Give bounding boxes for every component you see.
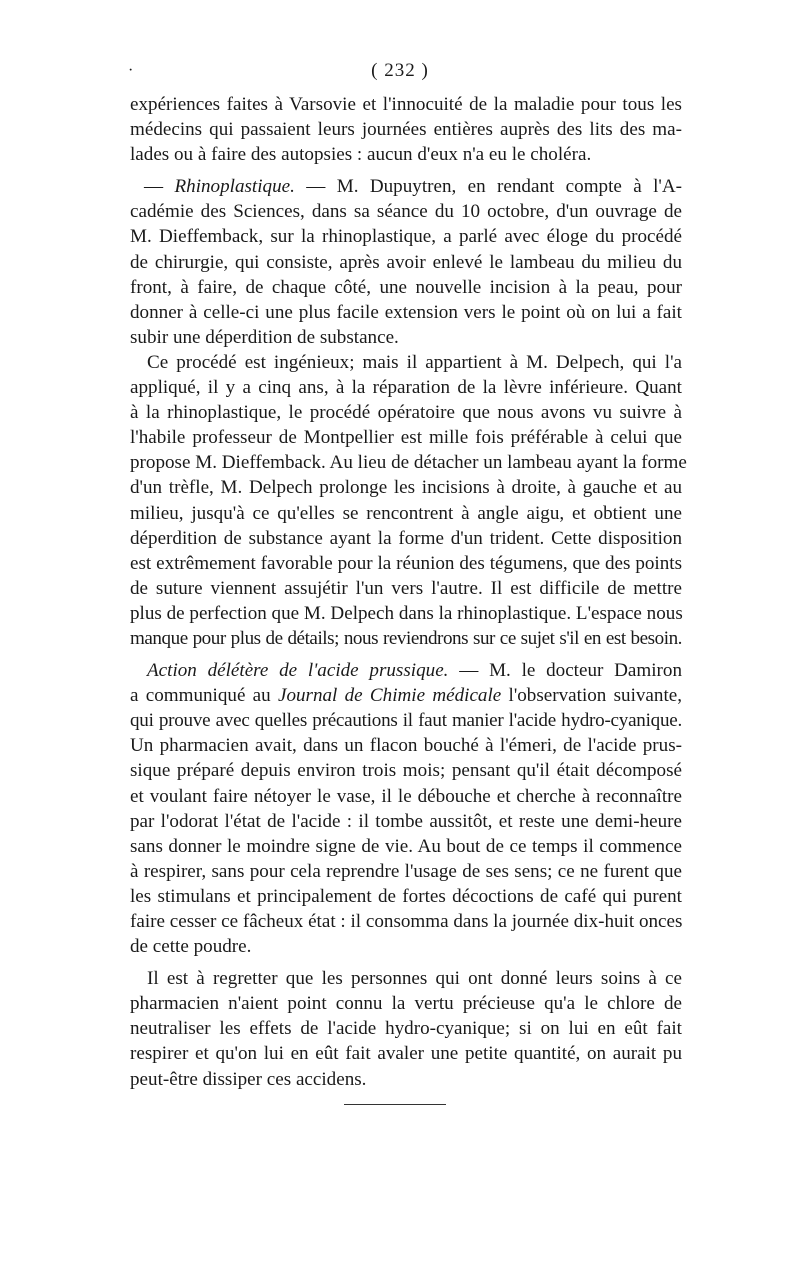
text-line: donner à celle-ci une plus facile extension vers le point où on lui a fait bbox=[130, 301, 682, 323]
text-line: manque pour plus de détails; nous reviendrons sur ce sujet s'il en est besoin. bbox=[130, 627, 682, 649]
text-line: de suture viennent assujétir l'un vers l'autre. Il est difficile de mettre bbox=[130, 577, 682, 599]
paragraph-acide-prussique bbox=[130, 658, 682, 959]
text-line: déperdition de substance ayant la forme d'un trident. Cette disposition bbox=[130, 527, 682, 549]
text-line: front, à faire, de chaque côté, une nouvelle incision à la peau, pour bbox=[130, 276, 682, 298]
text-line: de chirurgie, qui consiste, après avoir enlevé le lambeau du milieu du bbox=[130, 251, 682, 273]
text-line: milieu, jusqu'à ce qu'elles se rencontrent à angle aigu, et obtient une bbox=[130, 502, 682, 524]
text-line: faire cesser ce fâcheux état : il consomma dans la journée dix-huit onces bbox=[130, 911, 683, 932]
text-line bbox=[130, 658, 682, 683]
text-line: respirer et qu'on lui en eût fait avaler une petite quantité, on aurait pu bbox=[130, 1043, 682, 1065]
paragraph bbox=[130, 350, 687, 651]
text-line: propose M. Dieffemback. Au lieu de détacher un lambeau ayant la forme bbox=[130, 452, 687, 474]
text-line: subir une déperdition de substance. bbox=[130, 326, 399, 348]
text-line: d'un trèfle, M. Delpech prolonge les incisions à droite, à gauche et au bbox=[130, 477, 682, 499]
text-line bbox=[130, 683, 682, 708]
text-line: M. Dieffemback, sur la rhinoplastique, a parlé avec éloge du procédé bbox=[130, 226, 682, 248]
end-rule bbox=[344, 1104, 446, 1105]
text-line: l'habile professeur de Montpellier est mille fois préférable à celui que bbox=[130, 427, 682, 449]
text-fragment: — M. Dupuytren, en rendant compte à l'A- bbox=[294, 176, 683, 198]
text-line: Un pharmacien avait, dans un flacon bouché à l'émeri, de l'acide prus- bbox=[130, 735, 682, 757]
text-line: neutraliser les effets de l'acide hydro-cyanique; si on lui en eût fait bbox=[130, 1018, 682, 1040]
text-fragment: — M. le docteur Damiron bbox=[448, 660, 682, 682]
paragraph bbox=[130, 966, 682, 1091]
stray-mark: · bbox=[128, 62, 134, 79]
section-heading: Rhinoplastique. bbox=[174, 176, 295, 198]
text-line: sique préparé depuis environ trois mois; pensant qu'il était décomposé bbox=[130, 760, 682, 782]
text-line: cadémie des Sciences, dans sa séance du 10 octobre, d'un ouvrage de bbox=[130, 201, 682, 223]
text-line: pharmacien n'aient point connu la vertu précieuse qu'a le chlore de bbox=[130, 993, 682, 1015]
section-heading: Action délétère de l'acide prussique. bbox=[147, 660, 449, 682]
text-line: Ce procédé est ingénieux; mais il appartient à M. Delpech, qui l'a bbox=[147, 351, 682, 373]
paragraph-rhinoplastique bbox=[130, 174, 682, 350]
text-line bbox=[130, 174, 682, 199]
text-line: par l'odorat l'état de l'acide : il tombe aussitôt, et reste une demi-heure bbox=[130, 810, 682, 832]
text-fragment: l'observation suivante, bbox=[501, 685, 683, 707]
text-line: Il est à regretter que les personnes qui ont donné leurs soins à ce bbox=[147, 968, 682, 990]
text-line: plus de perfection que M. Delpech dans la rhinoplastique. L'espace nous bbox=[130, 602, 683, 624]
text-line: est extrêmement favorable pour la réunion des tégumens, que des points bbox=[130, 552, 682, 574]
text-line: les stimulans et principalement de fortes décoctions de café qui purent bbox=[130, 885, 682, 907]
text-line: médecins qui passaient leurs journées entières auprès des lits des ma- bbox=[130, 119, 682, 141]
text-line: à respirer, sans pour cela reprendre l'usage de ses sens; ce ne furent que bbox=[130, 860, 682, 882]
text-fragment: a communiqué au bbox=[130, 685, 278, 707]
text-line: expériences faites à Varsovie et l'innocuité de la maladie pour tous les bbox=[130, 94, 682, 115]
text-line: qui prouve avec quelles précautions il faut manier l'acide hydro-cyanique. bbox=[130, 710, 682, 732]
text-line: de cette poudre. bbox=[130, 936, 252, 958]
text-line: et voulant faire nétoyer le vase, il le débouche et cherche à reconnaître bbox=[130, 785, 682, 807]
text-line: appliqué, il y a cinq ans, à la réparation de la lèvre inférieure. Quant bbox=[130, 377, 682, 399]
text-line: à la rhinoplastique, le procédé opératoire que nous avons vu suivre à bbox=[130, 402, 682, 424]
dash: — bbox=[144, 176, 175, 198]
body-text bbox=[130, 92, 687, 1092]
text-line: sans donner le moindre signe de vie. Au bout de ce temps il commence bbox=[130, 835, 682, 857]
journal-title: Journal de Chimie médicale bbox=[277, 685, 502, 707]
paragraph bbox=[130, 92, 682, 167]
text-line: peut-être dissiper ces accidens. bbox=[130, 1068, 367, 1090]
text-line: lades ou à faire des autopsies : aucun d'eux n'a eu le choléra. bbox=[130, 144, 592, 166]
page-number: ( 232 ) bbox=[371, 60, 429, 81]
